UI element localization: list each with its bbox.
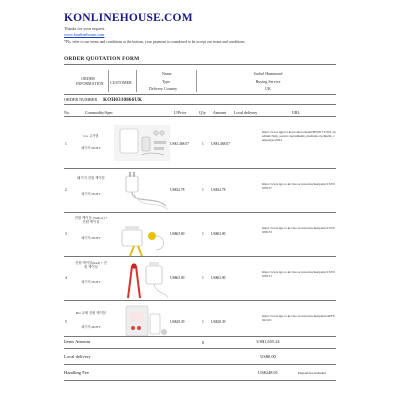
unit-price: US$1,468.07 — [170, 142, 189, 146]
field-label-country: Delivery Country — [149, 86, 178, 91]
product-spec: 패키지 MOPY — [81, 325, 101, 329]
unit-price: US$28.39 — [170, 320, 185, 324]
col-header-commodity: Commodity/Spec — [85, 110, 113, 115]
field-value-type: Buying Service — [255, 79, 281, 84]
local-delivery-label: Local delivery — [64, 354, 91, 359]
order-number-row — [64, 97, 142, 103]
quantity: 1 — [202, 188, 204, 192]
product-name: RO 교체 전원 케이블 — [75, 311, 107, 315]
divider — [64, 168, 336, 169]
divider — [64, 212, 336, 213]
terms-note: *Pls. refer to our terms and conditions at the bottom, your payment is considered to be accept our terms and conditions. — [64, 40, 246, 44]
divider — [196, 70, 197, 92]
quantity: 1 — [202, 320, 204, 324]
divider — [136, 70, 137, 92]
unit-price: US$32.78 — [170, 188, 185, 192]
col-header-price: U/Price — [174, 110, 187, 115]
product-image-red-cable — [112, 258, 172, 302]
field-label-type: Type — [162, 79, 170, 84]
field-label-name: Name — [162, 71, 172, 76]
amount: US$32.78 — [211, 188, 226, 192]
divider — [64, 364, 336, 365]
product-url[interactable]: https://www.lge.co.kr/care-accessories/heatpaint/CSV0658133 — [262, 226, 335, 235]
product-url[interactable]: https://www.lge.co.kr/care-accessories/heatpaint/CSV0658131 — [262, 270, 335, 279]
row-number: 2 — [65, 188, 67, 192]
product-url[interactable]: https://www.lge.co.kr/care-accessories/heatpaint/AEF0041101 — [262, 314, 335, 323]
product-name: 전원 케이블 (Yellow) + 전원 케이블 — [74, 216, 108, 225]
customer-label: CUSTOMER — [110, 80, 132, 85]
row-number: 3 — [65, 232, 67, 236]
col-header-local: Local delivery — [234, 110, 258, 115]
field-value-country: UK — [265, 86, 271, 91]
product-image-filter-parts — [112, 302, 172, 346]
handling-fee-note: Prepaid fee included — [298, 371, 326, 375]
handling-fee-value: US$248.01 — [258, 370, 278, 375]
product-image-cable — [112, 170, 172, 214]
amount: US$1,468.07 — [211, 142, 230, 146]
items-amount-value: US$1,655.24 — [256, 339, 280, 344]
divider — [108, 70, 109, 92]
col-header-url: URL — [292, 110, 300, 115]
form-title: ORDER QUOTATION FORM — [64, 56, 140, 62]
divider — [64, 64, 336, 65]
divider — [64, 94, 336, 95]
quantity: 1 — [202, 276, 204, 280]
order-number-value: KOH0310866UK — [103, 98, 143, 103]
product-image-purifier — [112, 121, 172, 165]
table-row — [64, 258, 336, 300]
col-header-amount: Amount — [213, 110, 227, 115]
product-spec: 패키지 MOPY — [81, 192, 101, 196]
table-row — [64, 118, 336, 168]
handling-fee-label: Handling Fee — [64, 370, 89, 375]
row-number: 4 — [65, 276, 67, 280]
unit-price: US$63.00 — [170, 276, 185, 280]
divider — [64, 104, 336, 105]
local-delivery-value: US$0.00 — [260, 354, 276, 359]
product-url[interactable]: https://www.lge.co.kr/care-accessories/heatpaint/CSV0658137 — [262, 182, 335, 191]
product-image-yellow-cable — [112, 214, 172, 258]
order-number-label: ORDER NUMBER — [64, 97, 98, 102]
product-spec: 패키지 MOPY — [81, 146, 101, 150]
col-header-qty: Q'ty — [199, 110, 206, 115]
amount: US$28.39 — [211, 320, 226, 324]
row-number: 1 — [65, 142, 67, 146]
quantity: 1 — [202, 232, 204, 236]
unit-price: US$63.00 — [170, 232, 185, 236]
product-url[interactable]: https://www.lgpwcr.kr/products/detail/BW817T1WL-medium/?utm_source=naver&utm_medium=cpc&utm_campaign=2024 — [262, 130, 336, 143]
product-name: LG 고가형 — [83, 134, 99, 138]
product-spec: 패키지 MOPY — [81, 236, 101, 240]
divider — [64, 256, 336, 257]
quantity: 1 — [202, 142, 204, 146]
currency-symbol: $ — [202, 340, 204, 345]
amount: US$63.00 — [211, 276, 226, 280]
divider — [64, 336, 336, 337]
divider — [64, 348, 336, 349]
amount: US$63.00 — [211, 232, 226, 236]
thanks-text: Thanks for your request. — [64, 26, 106, 31]
col-header-no: No. — [64, 110, 70, 115]
product-name: 패키지 전원 케이블 — [77, 176, 105, 180]
product-name: 전원 케이블(Red) + 전원 케이블 — [75, 261, 107, 270]
table-row — [64, 170, 336, 212]
divider — [64, 116, 336, 117]
items-amount-label: Items Amount — [64, 339, 91, 344]
divider — [64, 380, 336, 381]
row-number: 5 — [65, 320, 67, 324]
order-info-label: ORDER INFORMATION — [76, 76, 104, 86]
site-link[interactable]: www.konlinehouse.com — [64, 32, 105, 37]
table-row — [64, 214, 336, 256]
divider — [64, 300, 336, 301]
field-value-name: Sachel Hummond — [253, 71, 283, 76]
brand-title: KONLINEHOUSE.COM — [64, 12, 193, 24]
product-spec: 패키지 MOPY — [81, 280, 101, 284]
